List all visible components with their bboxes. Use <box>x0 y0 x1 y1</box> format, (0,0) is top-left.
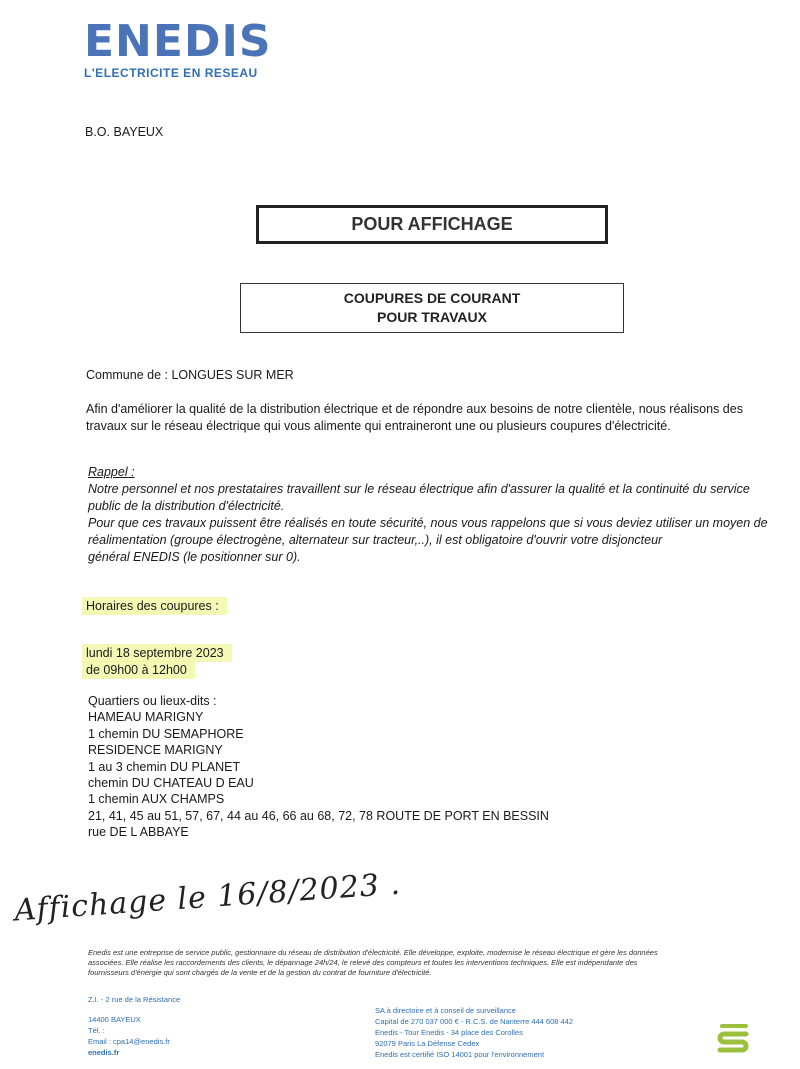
footer-address <box>88 994 180 1058</box>
place-item: rue DE L ABBAYE <box>88 825 189 840</box>
schedule-time: de 09h00 à 12h00 <box>82 661 195 679</box>
address-line-1: Z.I. - 2 rue de la Résistance <box>88 995 181 1004</box>
footer-note <box>88 948 758 978</box>
intro-paragraph <box>86 401 766 435</box>
places-block <box>88 693 549 841</box>
schedule-date-wrap <box>86 645 232 662</box>
rappel-line: Pour que ces travaux puissent être réalisés en toute sécurité, nous vous rappelons que si vous deviez utiliser un moyen de <box>88 516 768 530</box>
place-item: RESIDENCE MARIGNY <box>88 743 223 758</box>
intro-line-1: Afin d'améliorer la qualité de la distribution électrique et de répondre aux besoins de notre clientèle, nous réalisons des <box>86 402 743 416</box>
place-item: 21, 41, 45 au 51, 57, 67, 44 au 46, 66 au 68, 72, 78 ROUTE DE PORT EN BESSIN <box>88 808 549 823</box>
footer-email: Email : cpa14@enedis.fr <box>88 1037 170 1046</box>
rappel-line: général ENEDIS (le positionner sur 0). <box>88 550 301 564</box>
place-item: 1 chemin AUX CHAMPS <box>88 792 225 807</box>
banner-box <box>256 205 608 244</box>
banner-title: POUR AFFICHAGE <box>351 214 513 234</box>
subject-box <box>240 283 624 333</box>
footer-note-line: fournisseurs d'énergie qui sont chargés de la vente et de la gestion du contrat de fourniture d'électricité. <box>88 968 432 977</box>
office-name: B.O. BAYEUX <box>85 125 164 139</box>
corp-line: SA à directoire et à conseil de surveillance <box>375 1006 516 1015</box>
corp-line: Capital de 270 037 000 € - R.C.S. de Nanterre 444 608 442 <box>375 1017 574 1026</box>
footer-note-line: associées. Elle réalise les raccordements des clients, le dépannage 24h/24, le relevé des compteurs et toutes les interventions techniques. Elle est indépendante des <box>88 958 638 967</box>
intro-line-2: travaux sur le réseau électrique qui vous alimente qui entraineront une ou plusieurs coupures d'électricité. <box>86 419 671 433</box>
logo-word: ENEDIS <box>84 16 272 67</box>
corp-line: Enedis est certifié ISO 14001 pour l'environnement <box>375 1050 545 1059</box>
enedis-logo <box>84 18 272 66</box>
rappel-line: Notre personnel et nos prestataires travaillent sur le réseau électrique afin d'assurer la qualité et la continuité du service <box>88 482 750 496</box>
handwritten-posting-date: Affichage le 16/8/2023 . <box>13 866 402 929</box>
subject-line-1: COUPURES DE COURANT <box>343 290 521 306</box>
subject-line-2: POUR TRAVAUX <box>377 309 487 325</box>
enedis-e-icon <box>714 1020 754 1062</box>
rappel-line: réalimentation (groupe électrogène, alternateur sur tracteur,..), il est obligatoire d'ouvrir votre disjoncteur <box>88 533 663 547</box>
footer-web: enedis.fr <box>88 1048 120 1057</box>
schedule-heading: Horaires des coupures : <box>82 597 227 615</box>
commune: Commune de : LONGUES SUR MER <box>86 368 294 382</box>
place-item: HAMEAU MARIGNY <box>88 710 204 725</box>
schedule-heading-wrap <box>86 598 227 615</box>
footer-note-line: Enedis est une entreprise de service public, gestionnaire du réseau de distribution d'électricité. Elle développe, exploite, modernise le réseau électrique et gère les données <box>88 948 658 957</box>
place-item: 1 au 3 chemin DU PLANET <box>88 759 241 774</box>
corp-line: 92079 Paris La Défense Cedex <box>375 1039 480 1048</box>
logo-tagline: L'ELECTRICITE EN RESEAU <box>84 66 258 80</box>
place-item: 1 chemin DU SEMAPHORE <box>88 726 244 741</box>
footer-corporate <box>375 1005 573 1060</box>
schedule-time-wrap <box>86 662 195 679</box>
corp-line: Enedis - Tour Enedis - 34 place des Corolles <box>375 1028 523 1037</box>
place-item: chemin DU CHATEAU D EAU <box>88 776 254 791</box>
address-line-2: 14400 BAYEUX <box>88 1015 141 1024</box>
rappel-block <box>88 464 768 566</box>
rappel-title: Rappel : <box>88 465 135 479</box>
rappel-line: public de la distribution d'électricité. <box>88 499 285 513</box>
schedule-date: lundi 18 septembre 2023 <box>82 644 232 662</box>
places-heading: Quartiers ou lieux-dits : <box>88 694 217 708</box>
footer-tel: Tél. : <box>88 1026 105 1035</box>
